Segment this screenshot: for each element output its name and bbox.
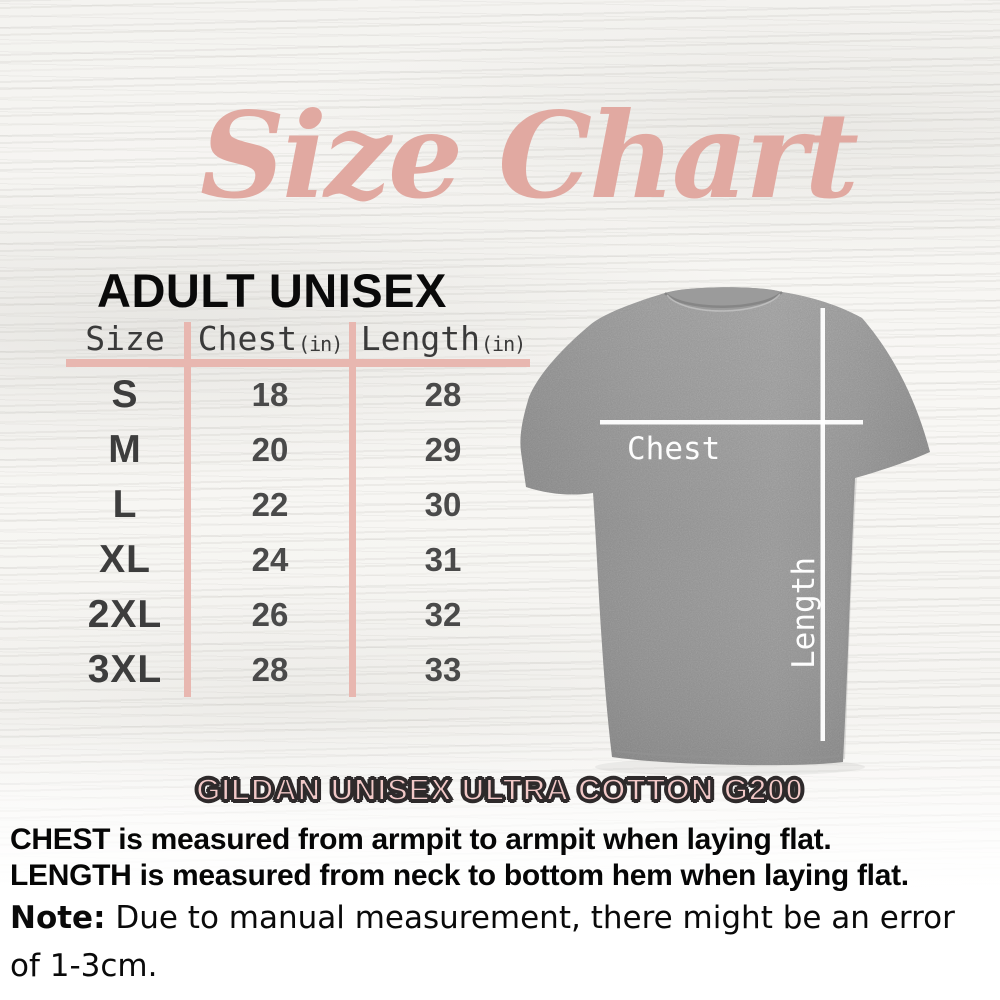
tshirt-illustration (505, 265, 950, 780)
row-l-size: L (112, 482, 138, 526)
note-rest: Due to manual measurement, there might be an error of 1-3cm. (10, 900, 955, 984)
col-header-size-label: Size (85, 319, 165, 358)
row-xl-chest: 24 (184, 532, 349, 587)
note-lead: Note: (10, 900, 106, 936)
row-3xl-size: 3XL (87, 647, 163, 691)
col-header-length-unit: (in) (481, 332, 526, 356)
measurement-notes (10, 822, 1000, 894)
col-header-chest-label: Chest (197, 319, 298, 358)
row-3xl-chest: 28 (184, 642, 349, 697)
product-name: GILDAN UNISEX ULTRA COTTON G200 (196, 772, 804, 807)
col-header-chest (184, 319, 349, 367)
length-definition-lead: LENGTH (10, 859, 132, 892)
section-heading: ADULT UNISEX (97, 264, 447, 317)
col-header-length (349, 319, 530, 367)
row-2xl-chest: 26 (184, 587, 349, 642)
note-text (10, 894, 960, 990)
row-s-size: S (111, 372, 139, 416)
length-definition-rest: is measured from neck to bottom hem when laying flat. (131, 859, 909, 892)
col-header-chest-unit: (in) (298, 332, 343, 356)
row-m-chest: 20 (184, 422, 349, 477)
size-table (66, 319, 530, 697)
length-measure-line (821, 308, 826, 741)
row-3xl-length: 33 (349, 642, 530, 697)
chest-definition (10, 822, 1000, 858)
row-m-size: M (108, 427, 142, 471)
row-xl-size: XL (99, 537, 151, 581)
page-title: Size Chart (199, 86, 857, 225)
chest-line-label: Chest (627, 431, 721, 467)
row-2xl-size: 2XL (87, 592, 163, 636)
row-2xl-length: 32 (349, 587, 530, 642)
row-m-length: 29 (349, 422, 530, 477)
row-s-chest: 18 (184, 367, 349, 422)
tshirt-heather-texture (520, 287, 930, 765)
length-definition (10, 858, 1000, 894)
col-header-length-label: Length (360, 319, 481, 358)
row-xl-length: 31 (349, 532, 530, 587)
chest-definition-rest: is measured from armpit to armpit when laying flat. (110, 823, 832, 856)
col-header-size (66, 319, 184, 367)
row-l-length: 30 (349, 477, 530, 532)
chest-definition-lead: CHEST (10, 823, 111, 856)
row-l-chest: 22 (184, 477, 349, 532)
length-line-label: Length (786, 557, 822, 669)
row-s-length: 28 (349, 367, 530, 422)
tshirt-diagram (505, 265, 950, 780)
